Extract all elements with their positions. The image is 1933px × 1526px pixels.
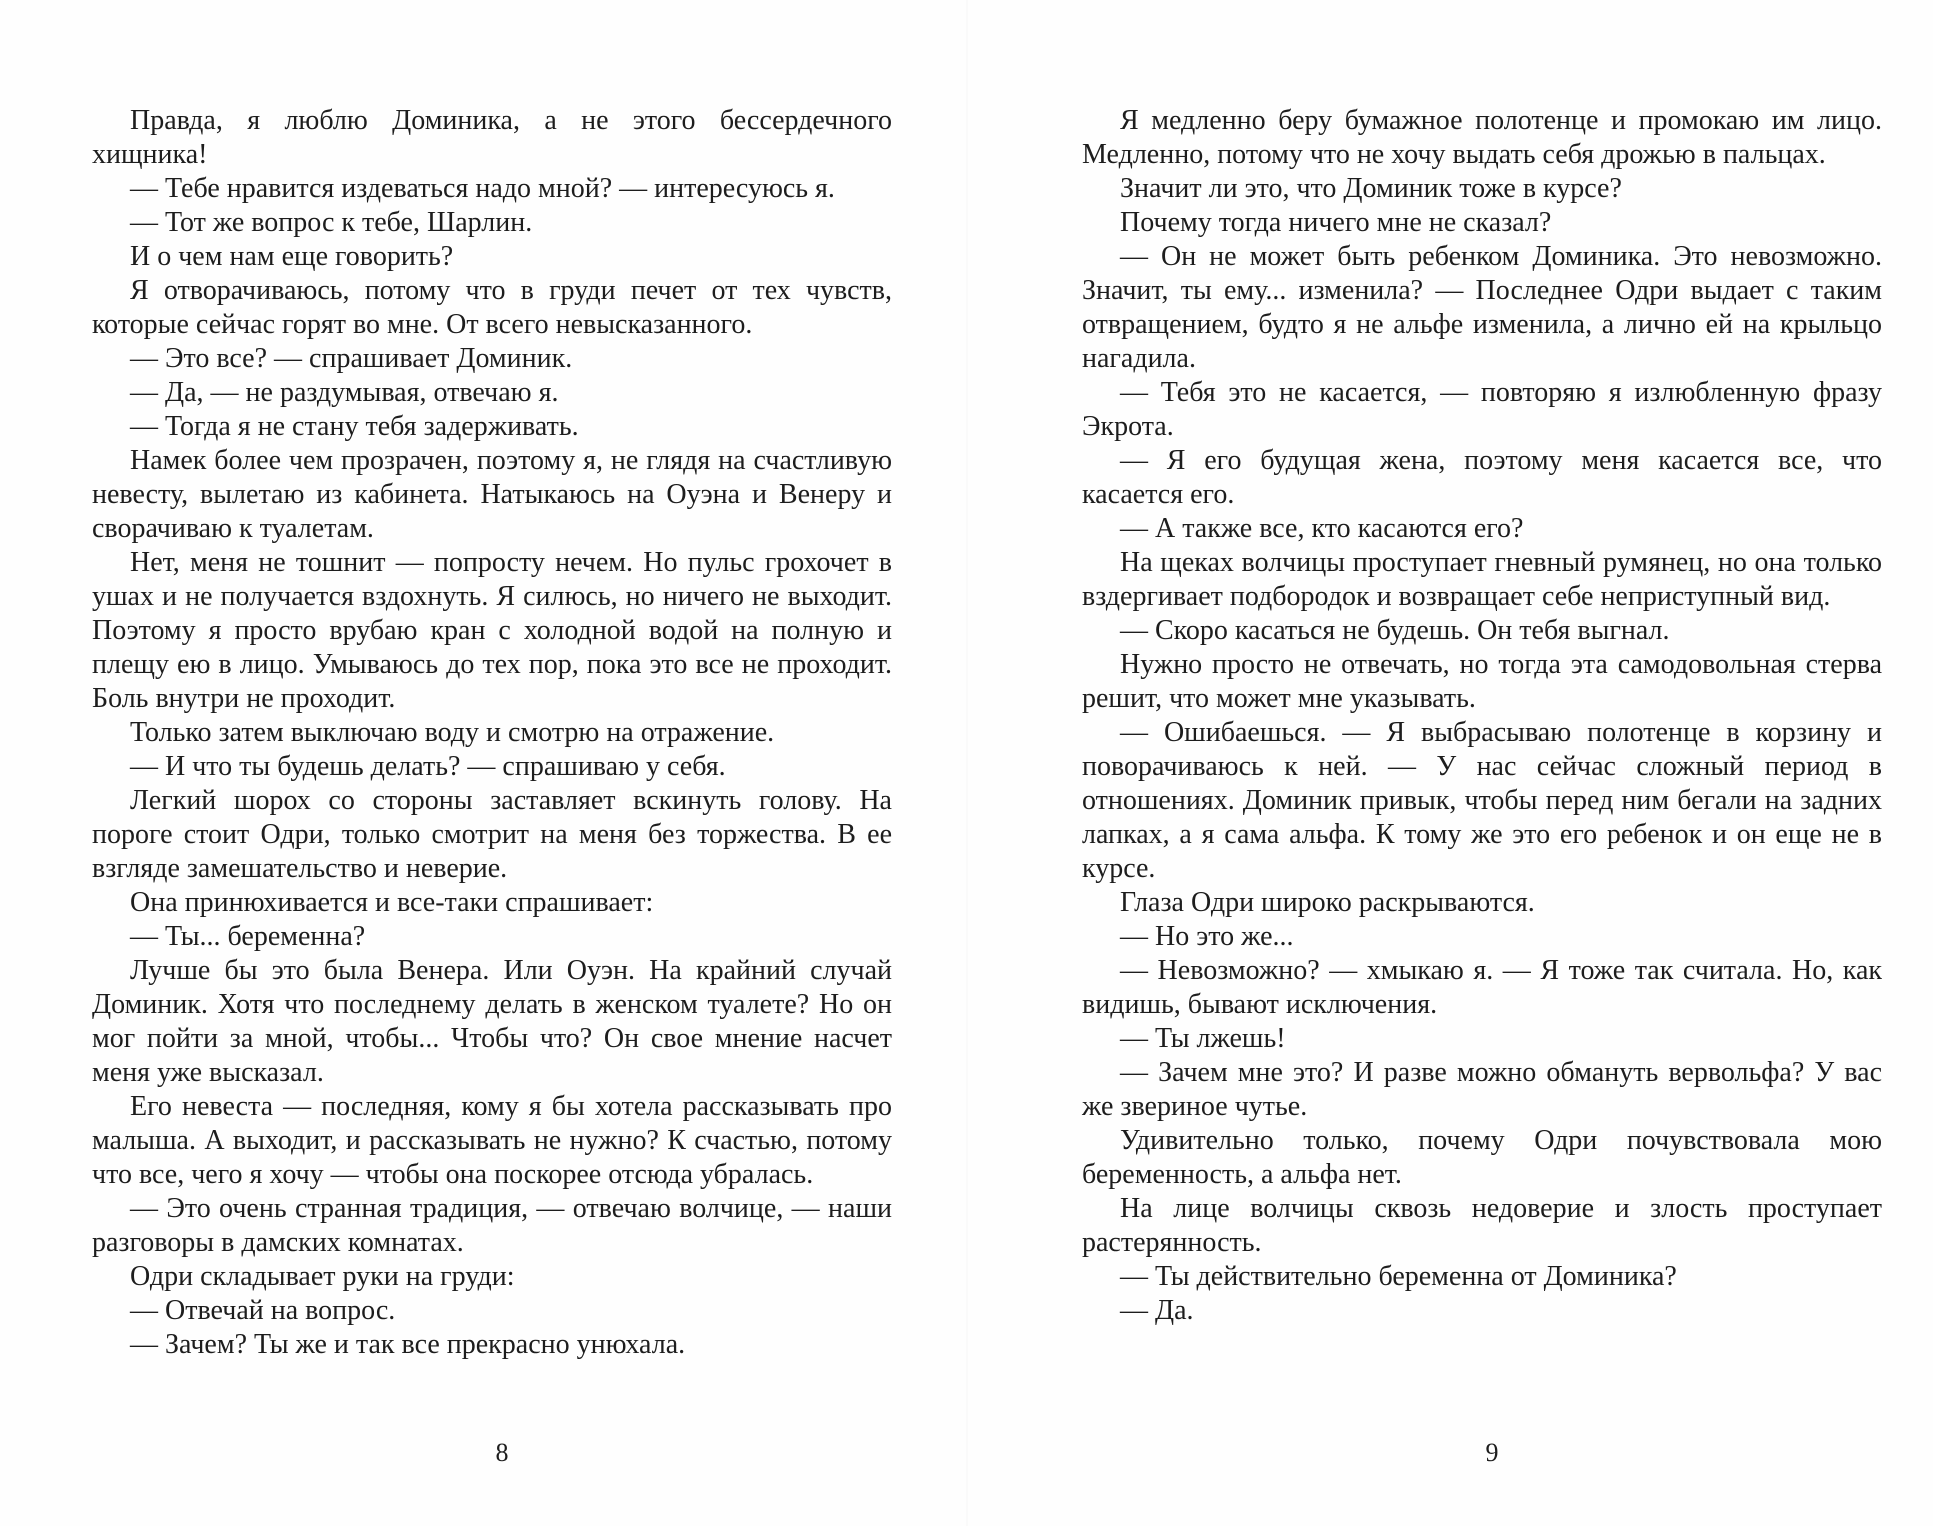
paragraph: — Отвечай на вопрос. <box>130 1295 396 1326</box>
paragraph: — Тогда я не стану тебя задерживать. <box>130 411 579 442</box>
paragraph: — Ошибаешься. — Я выбрасываю полотенце в корзину и поворачиваюсь к ней. — У нас сейчас сложный период в отношениях. Доминик привык, чтобы перед ним бегали на задних лапках, а я сама альфа. К тому же это его ребенок и он еще не в курсе. <box>1082 717 1882 884</box>
left-page <box>92 104 892 1362</box>
paragraph: — И что ты будешь делать? — спрашиваю у себя. <box>130 751 726 782</box>
paragraph: Лучше бы это была Венера. Или Оуэн. На крайний случай Доминик. Хотя что последнему делать в женском туалете? Но он мог пойти за мной, чтобы... Чтобы что? Он свое мнение насчет меня уже высказал. <box>92 955 892 1088</box>
paragraph: — Да, — не раздумывая, отвечаю я. <box>130 377 559 408</box>
paragraph: — Тебе нравится издеваться надо мной? — интересуюсь я. <box>130 173 835 204</box>
paragraph: — Тот же вопрос к тебе, Шарлин. <box>130 207 533 238</box>
right-page <box>1082 104 1882 1328</box>
paragraph: — Невозможно? — хмыкаю я. — Я тоже так считала. Но, как видишь, бывают исключения. <box>1082 955 1882 1020</box>
right-page-text <box>1082 104 1882 1328</box>
paragraph: — Ты действительно беременна от Доминика? <box>1120 1261 1677 1292</box>
paragraph: Почему тогда ничего мне не сказал? <box>1120 207 1552 238</box>
book-gutter <box>966 0 968 1526</box>
paragraph: Я медленно беру бумажное полотенце и промокаю им лицо. Медленно, потому что не хочу выдать себя дрожью в пальцах. <box>1082 105 1882 170</box>
paragraph: И о чем нам еще говорить? <box>130 241 454 272</box>
paragraph: — Он не может быть ребенком Доминика. Это невозможно. Значит, ты ему... изменила? — Последнее Одри выдает с таким отвращением, будто я не альфе изменила, а лично ей на крыльцо нагадила. <box>1082 241 1882 374</box>
page-number-left: 8 <box>495 1438 509 1467</box>
paragraph: — Это очень странная традиция, — отвечаю волчице, — наши разговоры в дамских комнатах. <box>92 1193 892 1258</box>
paragraph: Я отворачиваюсь, потому что в груди печет от тех чувств, которые сейчас горят во мне. От всего невысказанного. <box>92 275 892 340</box>
paragraph: Легкий шорох со стороны заставляет вскинуть голову. На пороге стоит Одри, только смотрит на меня без торжества. В ее взгляде замешательство и неверие. <box>92 785 892 884</box>
paragraph: На щеках волчицы проступает гневный румянец, но она только вздергивает подбородок и возвращает себе неприступный вид. <box>1082 547 1882 612</box>
paragraph: Она принюхивается и все-таки спрашивает: <box>130 887 654 918</box>
paragraph: Намек более чем прозрачен, поэтому я, не глядя на счастливую невесту, вылетаю из кабинета. Натыкаюсь на Оуэна и Венеру и сворачиваю к туалетам. <box>92 445 892 544</box>
paragraph: Одри складывает руки на груди: <box>130 1261 515 1292</box>
paragraph: Удивительно только, почему Одри почувствовала мою беременность, а альфа нет. <box>1082 1125 1882 1190</box>
paragraph: Правда, я люблю Доминика, а не этого бессердечного хищника! <box>92 105 892 170</box>
paragraph: — Да. <box>1120 1295 1194 1326</box>
page-number-right: 9 <box>1485 1438 1499 1467</box>
paragraph: — Скоро касаться не будешь. Он тебя выгнал. <box>1120 615 1670 646</box>
left-page-text <box>92 104 892 1362</box>
paragraph: — Это все? — спрашивает Доминик. <box>130 343 573 374</box>
paragraph: — А также все, кто касаются его? <box>1120 513 1524 544</box>
paragraph: — Ты... беременна? <box>130 921 366 952</box>
paragraph: Значит ли это, что Доминик тоже в курсе? <box>1120 173 1622 204</box>
paragraph: Его невеста — последняя, кому я бы хотела рассказывать про малыша. А выходит, и рассказывать не нужно? К счастью, потому что все, чего я хочу — чтобы она поскорее отсюда убралась. <box>92 1091 892 1190</box>
paragraph: Нужно просто не отвечать, но тогда эта самодовольная стерва решит, что может мне указывать. <box>1082 649 1882 714</box>
paragraph: Глаза Одри широко раскрываются. <box>1120 887 1535 918</box>
paragraph: На лице волчицы сквозь недоверие и злость проступает растерянность. <box>1082 1193 1882 1258</box>
paragraph: — Тебя это не касается, — повторяю я излюбленную фразу Экрота. <box>1082 377 1882 442</box>
paragraph: Нет, меня не тошнит — попросту нечем. Но пульс грохочет в ушах и не получается вздохнуть. Я силюсь, но ничего не выходит. Поэтому я просто врубаю кран с холодной водой на полную и плещу ею в лицо. Умываюсь до тех пор, пока это все не проходит. Боль внутри не проходит. <box>92 547 892 714</box>
paragraph: — Зачем мне это? И разве можно обмануть вервольфа? У вас же звериное чутье. <box>1082 1057 1882 1122</box>
paragraph: — Я его будущая жена, поэтому меня касается все, что касается его. <box>1082 445 1882 510</box>
paragraph: — Зачем? Ты же и так все прекрасно унюхала. <box>130 1329 686 1360</box>
paragraph: Только затем выключаю воду и смотрю на отражение. <box>130 717 775 748</box>
paragraph: — Ты лжешь! <box>1120 1023 1286 1054</box>
paragraph: — Но это же... <box>1120 921 1294 952</box>
